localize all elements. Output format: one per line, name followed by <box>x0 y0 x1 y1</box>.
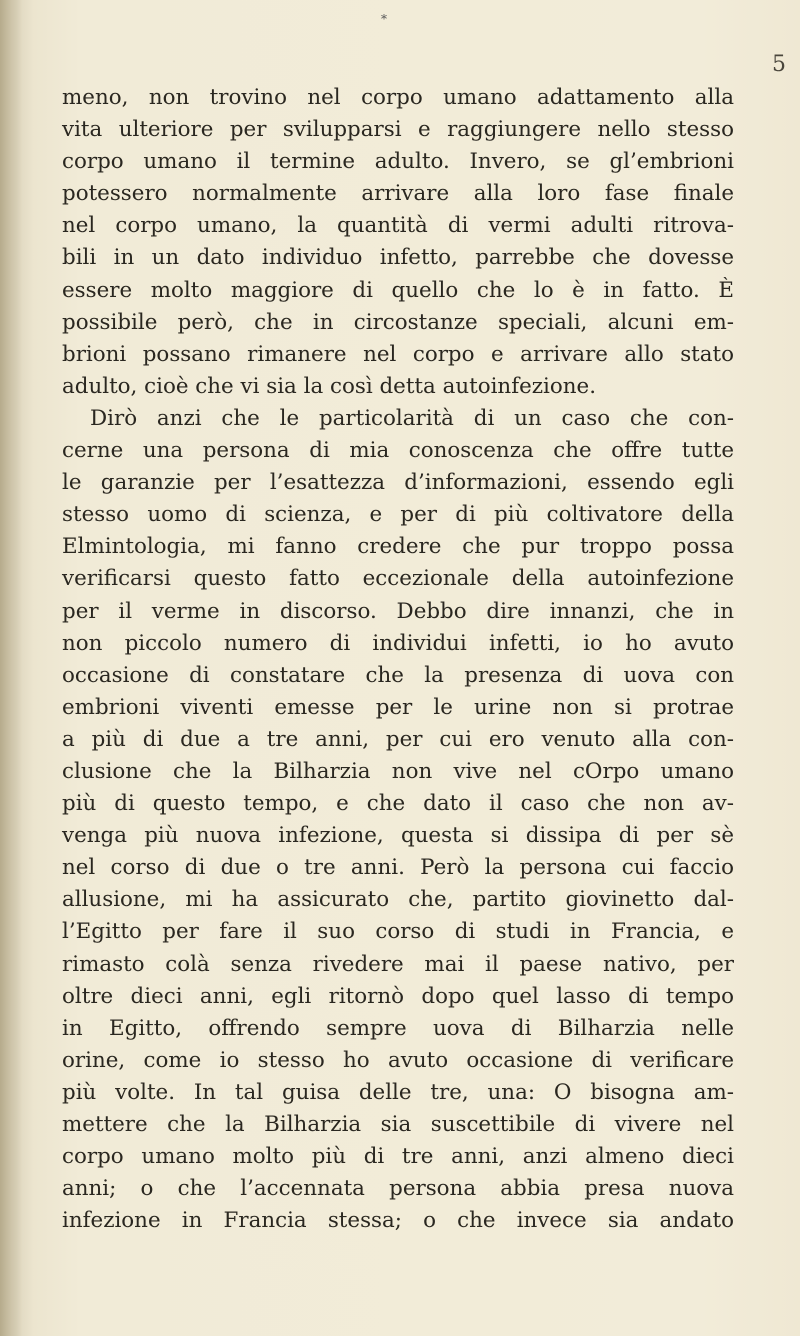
text-line: mettere che la Bilharzia sia suscettibile di vivere nel <box>62 1112 734 1137</box>
text-line: oltre dieci anni, egli ritornò dopo quel lasso di tempo <box>62 983 734 1009</box>
page-number: 5 <box>772 52 786 77</box>
text-line: per il verme in discorso. Debbo dire innanzi, che in <box>62 598 734 624</box>
text-line: Elmintologia, mi fanno credere che pur troppo possa <box>62 534 734 560</box>
text-line: nel corpo umano, la quantità di vermi adulti ritrova- <box>62 213 734 239</box>
text-line: adulto, cioè che vi sia la così detta autoinfezione. <box>62 373 596 399</box>
text-line: più di questo tempo, e che dato il caso che non av- <box>62 791 734 817</box>
text-line: in Egitto, offrendo sempre uova di Bilharzia nelle <box>62 1015 734 1041</box>
text-line: Dirò anzi che le particolarità di un caso che con- <box>90 405 734 431</box>
text-line: venga più nuova infezione, questa si dissipa di per sè <box>62 823 734 849</box>
text-line: corpo umano il termine adulto. Invero, se gl’embrioni <box>62 149 734 175</box>
text-line: bili in un dato individuo infetto, parrebbe che dovesse <box>62 245 734 271</box>
text-line: anni; o che l’accennata persona abbia presa nuova <box>62 1176 734 1202</box>
text-line: clusione che la Bilharzia non vive nel cOrpo umano <box>62 758 734 784</box>
text-line: l’Egitto per fare il suo corso di studi in Francia, e <box>62 919 734 945</box>
text-line: infezione in Francia stessa; o che invece sia andato <box>62 1208 734 1234</box>
text-line: meno, non trovino nel corpo umano adattamento alla <box>62 85 734 110</box>
text-line: non piccolo numero di individui infetti, io ho avuto <box>62 630 734 656</box>
text-line: stesso uomo di scienza, e per di più coltivatore della <box>62 502 734 528</box>
text-line: orine, come io stesso ho avuto occasione di verificare <box>62 1047 734 1073</box>
text-line: verificarsi questo fatto eccezionale della autoinfezione <box>62 566 734 592</box>
text-line: rimasto colà senza rivedere mai il paese nativo, per <box>62 951 734 977</box>
text-line: possibile però, che in circostanze speciali, alcuni em- <box>62 309 734 335</box>
text-line: potessero normalmente arrivare alla loro fase finale <box>62 181 734 207</box>
text-line: embrioni viventi emesse per le urine non si protrae <box>62 694 734 720</box>
text-line: vita ulteriore per svilupparsi e raggiungere nello stesso <box>62 117 734 143</box>
text-line: occasione di constatare che la presenza di uova con <box>62 662 734 688</box>
text-line: cerne una persona di mia conoscenza che offre tutte <box>62 438 734 464</box>
binding-shadow <box>0 0 22 1336</box>
text-line: a più di due a tre anni, per cui ero venuto alla con- <box>62 726 734 752</box>
text-line: essere molto maggiore di quello che lo è in fatto. È <box>62 277 734 303</box>
text-line: allusione, mi ha assicurato che, partito giovinetto dal- <box>62 887 734 913</box>
body-text <box>62 82 734 1237</box>
text-line: più volte. In tal guisa delle tre, una: O bisogna am- <box>62 1079 734 1105</box>
text-line: corpo umano molto più di tre anni, anzi almeno dieci <box>62 1144 734 1170</box>
printer-mark: * <box>381 12 387 26</box>
text-line: le garanzie per l’esattezza d’informazioni, essendo egli <box>62 470 734 496</box>
text-line: brioni possano rimanere nel corpo e arrivare allo stato <box>62 341 734 367</box>
text-line: nel corso di due o tre anni. Però la persona cui faccio <box>62 855 734 881</box>
